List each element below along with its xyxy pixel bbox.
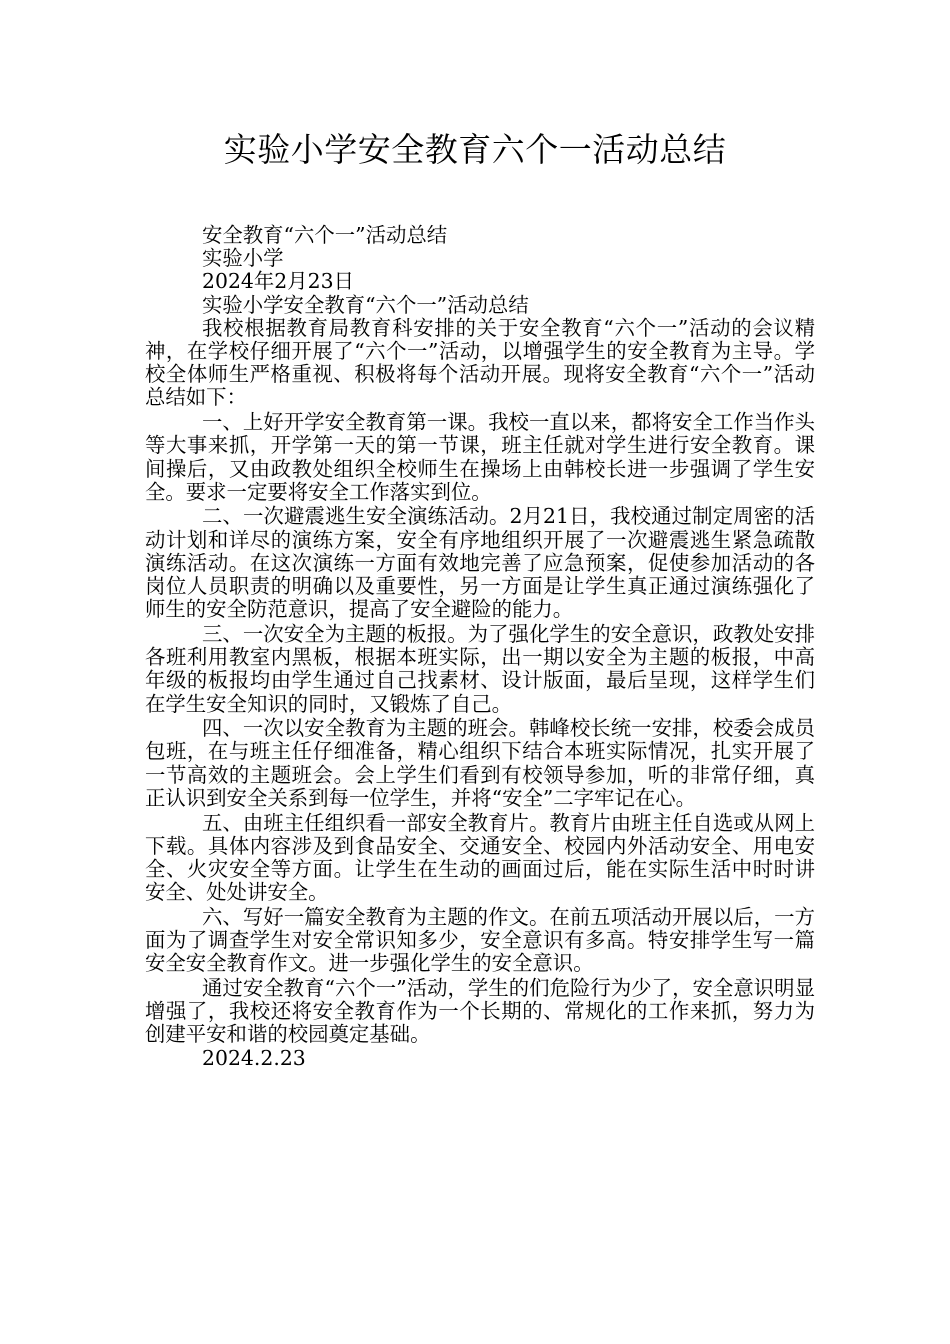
header-line-topic: 安全教育“六个一”活动总结 (202, 223, 448, 247)
paragraph-item-5: 五、由班主任组织看一部安全教育片。教育片由班主任自选或从网上下载。具体内容涉及到食品安全、交通安全、校园内外活动安全、用电安全、火灾安全等方面。让学生在生动的画面过后，能在实际生活中时时讲安全、处处讲安全。 (145, 810, 815, 905)
document-body (145, 224, 815, 1070)
paragraph-item-2: 二、一次避震逃生安全演练活动。2月21日，我校通过制定周密的活动计划和详尽的演练方案，安全有序地组织开展了一次避震逃生紧急疏散演练活动。在这次演练一方面有效地完善了应急预案，促使参加活动的各岗位人员职责的明确以及重要性，另一方面是让学生真正通过演练强化了师生的安全防范意识，提高了安全避险的能力。 (145, 504, 815, 622)
header-line-date: 2024年2月23日 (202, 269, 354, 294)
header-line-subtitle: 实验小学安全教育“六个一”活动总结 (202, 292, 529, 317)
paragraph-item-4: 四、一次以安全教育为主题的班会。韩峰校长统一安排，校委会成员包班，在与班主任仔细准备，精心组织下结合本班实际情况，扎实开展了一节高效的主题班会。会上学生们看到有校领导参加，听的非常仔细，真正认识到安全关系到每一位学生，并将“安全”二字牢记在心。 (145, 716, 815, 810)
paragraph-conclusion: 通过安全教育“六个一”活动，学生的们危险行为少了，安全意识明显增强了，我校还将安全教育作为一个长期的、常规化的工作来抓，努力为创建平安和谐的校园奠定基础。 (145, 976, 815, 1047)
document-title: 实验小学安全教育六个一活动总结 (223, 130, 727, 169)
paragraph-intro: 我校根据教育局教育科安排的关于安全教育“六个一”活动的会议精神，在学校仔细开展了“六个一”活动，以增强学生的安全教育为主导。学校全体师生严格重视、积极将每个活动开展。现将安全教育“六个一”活动总结如下： (145, 315, 815, 410)
paragraph-item-6: 六、写好一篇安全教育为主题的作文。在前五项活动开展以后，一方面为了调查学生对安全常识知多少，安全意识有多高。特安排学生写一篇安全安全教育作文。进一步强化学生的安全意识。 (145, 904, 815, 976)
paragraph-item-1: 一、上好开学安全教育第一课。我校一直以来，都将安全工作当作头等大事来抓，开学第一天的第一节课，班主任就对学生进行安全教育。课间操后，又由政教处组织全校师生在操场上由韩校长进一步强调了学生安全。要求一定要将安全工作落实到位。 (145, 410, 815, 504)
closing-date: 2024.2.23 (202, 1045, 306, 1070)
paragraph-item-3: 三、一次安全为主题的板报。为了强化学生的安全意识，政教处安排各班利用教室内黑板，根据本班实际，出一期以安全为主题的板报，中高年级的板报均由学生通过自己找素材、设计版面，最后呈现，这样学生们在学生安全知识的同时，又锻炼了自己。 (145, 621, 815, 716)
header-line-school: 实验小学 (202, 246, 284, 271)
